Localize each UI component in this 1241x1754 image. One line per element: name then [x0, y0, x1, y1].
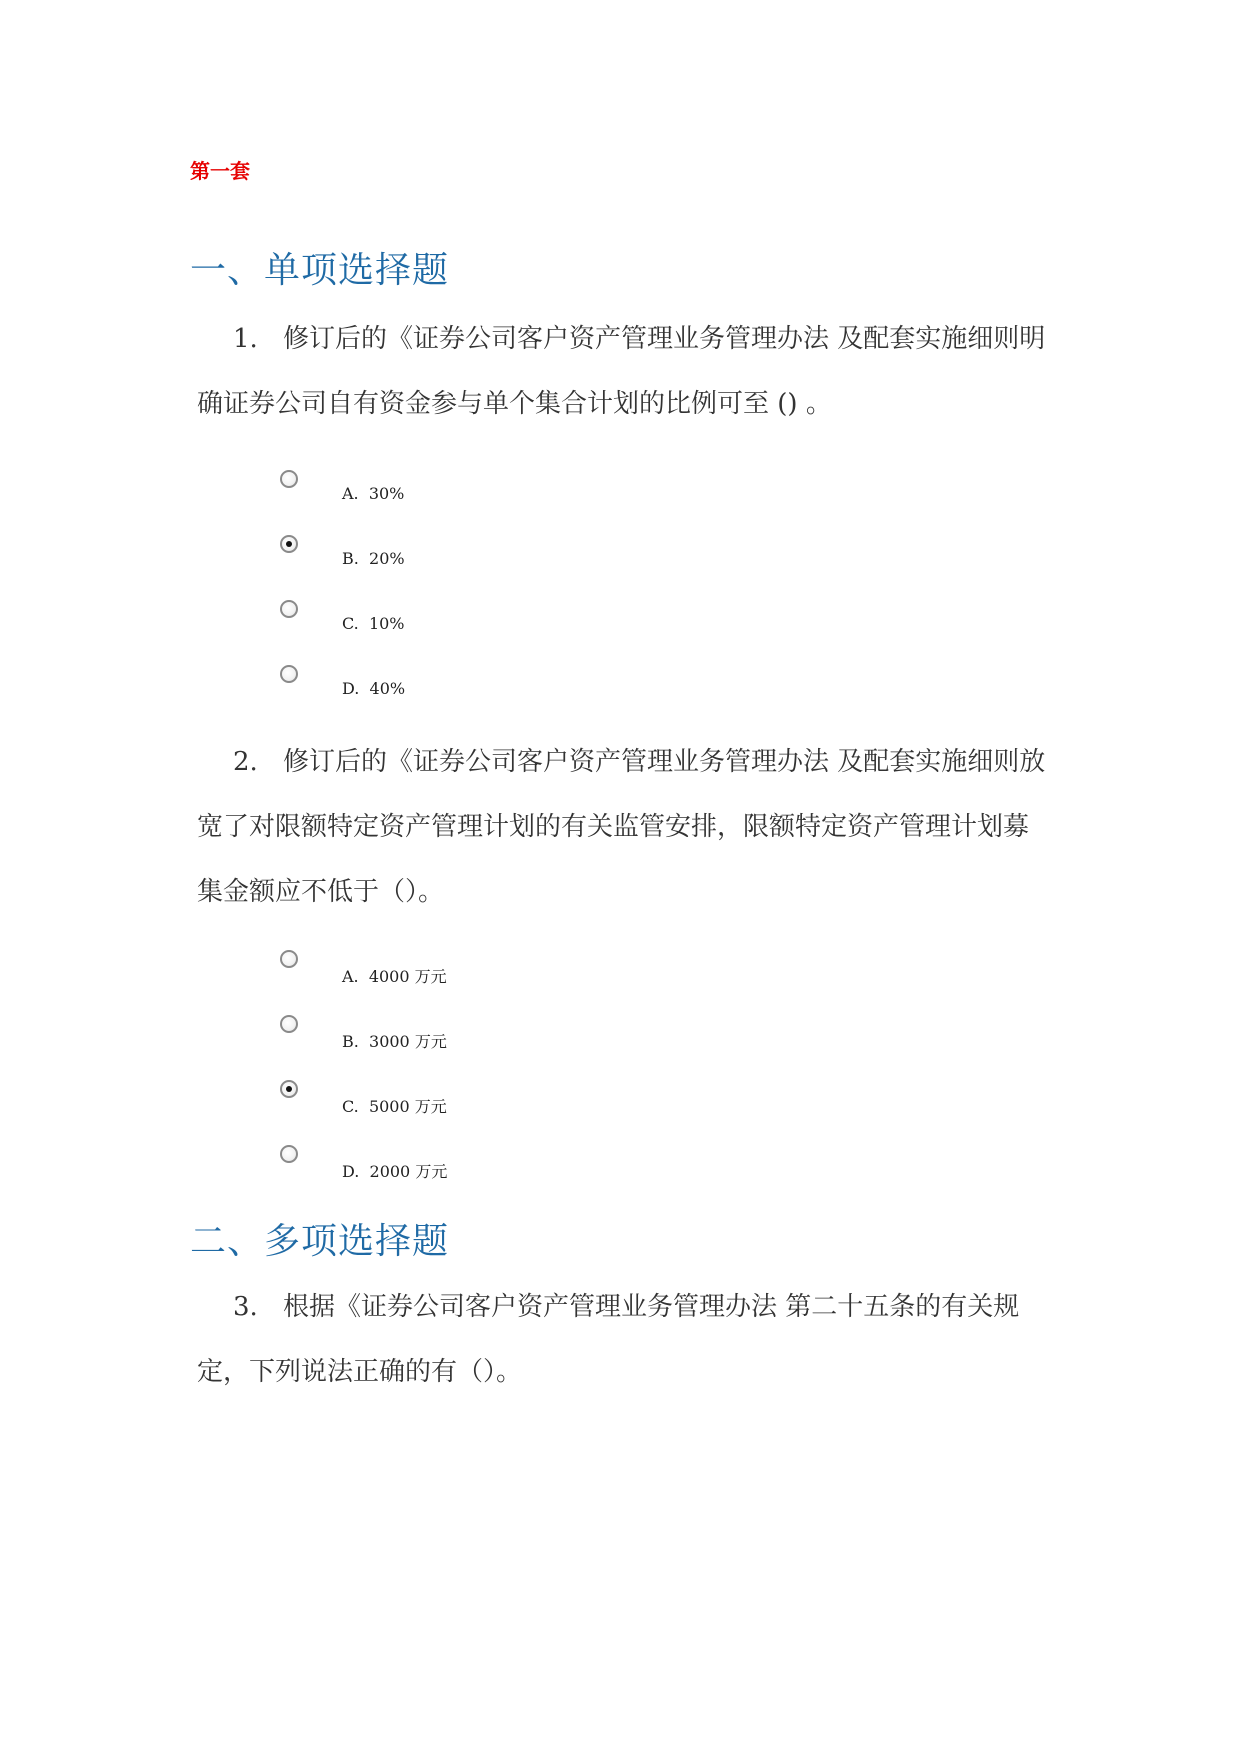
option-text: D. 2000 万元: [342, 1162, 448, 1181]
question-text: 修订后的《证券公司客户资产管理业务管理办法 及配套实施细则放宽了对限额特定资产管理计划的有关监管安排，限额特定资产管理计划募集金额应不低于（）。: [197, 747, 1046, 907]
option-2b[interactable]: [280, 1015, 447, 1055]
question-number: 3.: [233, 1292, 258, 1322]
section-title-multiple-choice: 二、多项选择题: [190, 1221, 450, 1262]
radio-button[interactable]: [280, 535, 298, 553]
radio-button[interactable]: [280, 665, 298, 683]
radio-button[interactable]: [280, 950, 298, 968]
option-1a[interactable]: [280, 470, 404, 510]
question-text: 修订后的《证券公司客户资产管理业务管理办法 及配套实施细则明确证券公司自有资金参与单个集合计划的比例可至 () 。: [197, 324, 1046, 419]
radio-button[interactable]: [280, 1145, 298, 1163]
option-text: B. 20%: [342, 549, 405, 568]
option-1d[interactable]: [280, 665, 405, 705]
section-title-single-choice: 一、单项选择题: [190, 250, 450, 291]
question-text: 根据《证券公司客户资产管理业务管理办法 第二十五条的有关规定，下列说法正确的有（）。: [197, 1292, 1020, 1387]
radio-button[interactable]: [280, 1015, 298, 1033]
question-1: [197, 307, 1047, 437]
set-label: 第一套: [190, 159, 250, 183]
radio-button[interactable]: [280, 470, 298, 488]
option-text: A. 30%: [342, 484, 405, 503]
option-2c[interactable]: [280, 1080, 447, 1120]
radio-button[interactable]: [280, 1080, 298, 1098]
question-3: [197, 1275, 1047, 1405]
option-text: D. 40%: [342, 679, 406, 698]
option-2d[interactable]: [280, 1145, 447, 1185]
option-text: C. 10%: [342, 614, 405, 633]
question-2: [197, 730, 1047, 925]
question-number: 2.: [233, 747, 258, 777]
question-number: 1.: [233, 324, 258, 354]
option-1c[interactable]: [280, 600, 405, 640]
option-text: B. 3000 万元: [342, 1032, 447, 1051]
option-text: C. 5000 万元: [342, 1097, 447, 1116]
option-1b[interactable]: [280, 535, 405, 575]
radio-button[interactable]: [280, 600, 298, 618]
option-text: A. 4000 万元: [342, 967, 447, 986]
option-2a[interactable]: [280, 950, 447, 990]
